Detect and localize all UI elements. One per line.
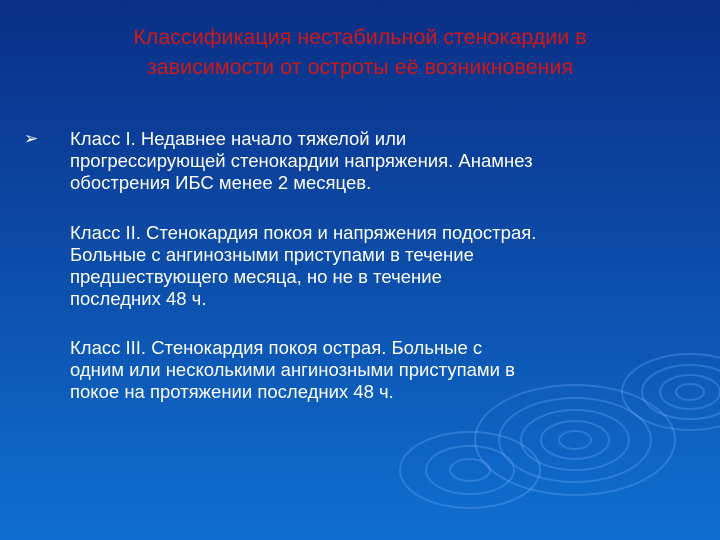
slide-title-line-1: Классификация нестабильной стенокардии в — [133, 25, 587, 49]
class-iii-line-1: Класс III. Стенокардия покоя острая. Больные с — [70, 337, 483, 358]
class-iii-paragraph — [70, 337, 700, 403]
class-i-line-3: обострения ИБС менее 2 месяцев. — [70, 172, 372, 193]
class-iii-line-2: одним или несколькими ангинозными приступами в — [70, 359, 515, 380]
class-ii-line-1: Класс II. Стенокардия покоя и напряжения подострая. — [70, 222, 537, 243]
class-iii-line-3: покое на протяжении последних 48 ч. — [70, 381, 394, 402]
slide-title-line-2: зависимости от остроты её возникновения — [146, 55, 574, 79]
slide-title — [40, 22, 680, 82]
class-ii-line-2: Больные с ангинозными приступами в течение — [70, 244, 474, 265]
class-ii-line-4: последних 48 ч. — [70, 288, 207, 309]
class-i-line-1: Класс I. Недавнее начало тяжелой или — [70, 128, 407, 149]
class-ii-paragraph — [70, 222, 700, 310]
class-i-line-2: прогрессирующей стенокардии напряжения. Анамнез — [70, 150, 533, 171]
arrow-bullet-icon: ➢ — [24, 129, 39, 149]
class-ii-line-3: предшествующего месяца, но не в течение — [70, 266, 442, 287]
class-i-paragraph — [70, 128, 700, 194]
